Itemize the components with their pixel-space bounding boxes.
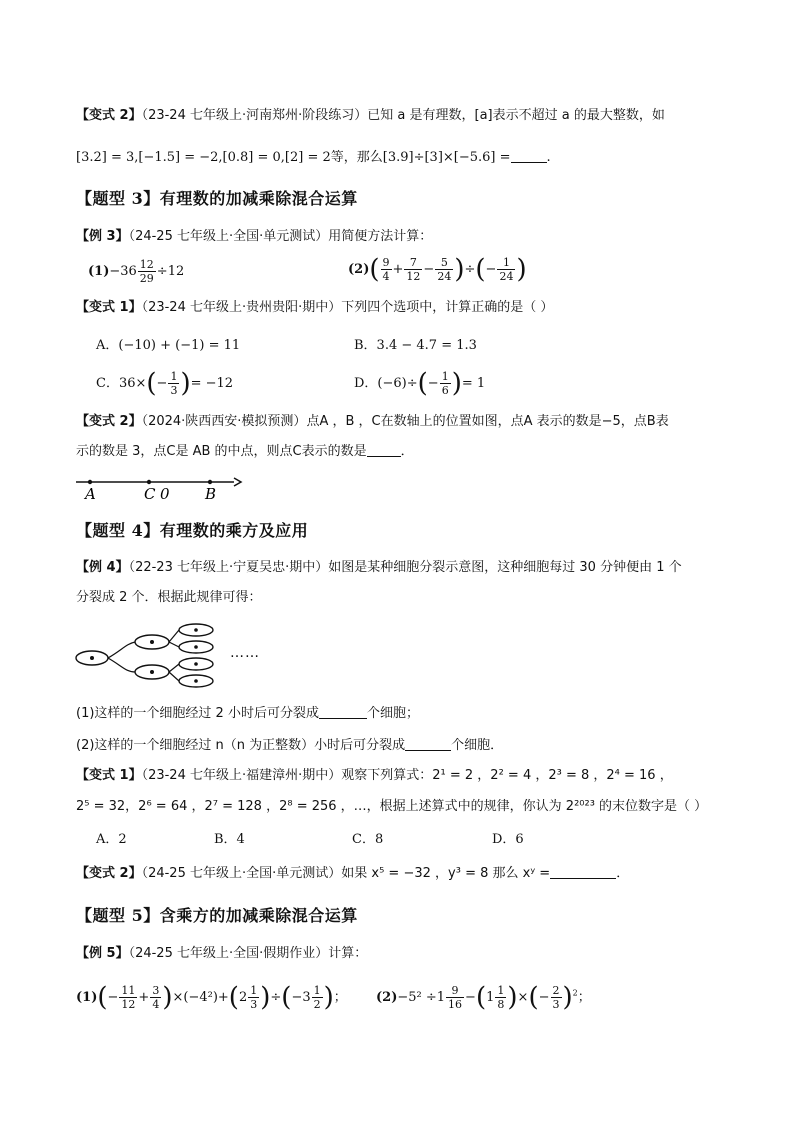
example-label: 【例 5】 (76, 946, 129, 961)
source-tag: （23-24 七年级上·河南郑州·阶段练习） (141, 108, 368, 123)
variant-label: 【变式 1】 (76, 300, 142, 315)
option-text: D．(−6)÷ (354, 376, 418, 391)
example-5-q1: (1)(− $\frac{11}{12}$ + $\frac{3}{4}$ )×(−4²)+(2 $\frac{1}{3}$ )÷(−3 $\frac{1}{2}$ )； (76, 982, 347, 1013)
section-heading-3: 【题型 3】有理数的加减乘除混合运算 (76, 189, 358, 208)
source-tag: （24-25 七年级上·全国·单元测试） (141, 866, 342, 881)
example-4-line2: 分裂成 2 个．根据此规律可得： (76, 590, 262, 605)
question-text: (2)这样的一个细胞经过 n（n 为正整数）小时后可分裂成 (76, 738, 406, 753)
option-text: = 1 (461, 376, 486, 391)
q-number: (2) (376, 990, 398, 1005)
example-4-intro (76, 558, 682, 578)
source-tag: （23-24 七年级上·贵州贵阳·期中） (141, 300, 342, 315)
floor-examples-line (76, 148, 551, 168)
answer-blank[interactable] (367, 442, 401, 457)
fraction: $\frac{1}{3}$ (170, 370, 178, 397)
label-c: C (144, 485, 156, 503)
variant-3-2-intro (76, 412, 669, 432)
fraction: $\frac{2}{3}$ (552, 984, 560, 1011)
example-label: 【例 4】 (76, 560, 129, 575)
number-line-figure (74, 470, 244, 504)
fraction: $\frac{7}{12}$ (406, 256, 421, 283)
question-text: 如果 x⁵ = −32 ，y³ = 8 那么 xʸ = (341, 866, 551, 881)
label-a: A (85, 485, 96, 503)
answer-blank[interactable] (550, 864, 616, 879)
option-b[interactable]: B．3.4 − 4.7 = 1.3 (354, 338, 477, 353)
example-3-q2: (2)( $\frac{9}{4}$ + $\frac{7}{12}$ − $\frac{5}{24}$ )÷(− $\frac{1}{24}$ ) (348, 254, 527, 285)
variant-3-1-intro (76, 298, 553, 318)
fraction: $\frac{1}{8}$ (497, 984, 505, 1011)
question-text: 个细胞． (451, 738, 504, 753)
source-tag: （24-25 七年级上·全国·假期作业） (128, 946, 329, 961)
variant-4-1-line2: 2⁵ = 32，2⁶ = 64 ，2⁷ = 128 ，2⁸ = 256 ，…，根据上述算式中的规律，你认为 2²⁰²³ 的末位数字是（ ） (76, 799, 708, 814)
question-text: 个细胞； (366, 706, 419, 721)
example-3-intro (76, 227, 432, 247)
option-text: = −12 (190, 376, 234, 391)
split-line (169, 642, 179, 647)
q-number: (1) (88, 264, 110, 279)
section-heading-4: 【题型 4】有理数的乘方及应用 (76, 521, 309, 540)
example-4-q1 (76, 704, 419, 724)
question-text: 下列四个选项中，计算正确的是（ ） (341, 300, 554, 315)
variant-label: 【变式 1】 (76, 768, 142, 783)
variant-2-intro (76, 106, 665, 126)
question-text: (1)这样的一个细胞经过 2 小时后可分裂成 (76, 706, 319, 721)
period: ． (616, 866, 630, 881)
split-line (169, 630, 179, 642)
option-a[interactable]: A．2 (96, 832, 127, 847)
example-label: 【例 3】 (76, 229, 129, 244)
example-5-q2: (2)−5² ÷1 $\frac{9}{16}$ −(1 $\frac{1}{8}$ )×(− $\frac{2}{3}$ )$^2$； (376, 982, 591, 1013)
fraction: $\frac{1}{6}$ (441, 370, 449, 397)
question-text: 用简便方法计算： (328, 229, 433, 244)
period: . (546, 150, 551, 165)
section-heading-5: 【题型 5】含乘方的加减乘除混合运算 (76, 906, 358, 925)
split-line (169, 664, 179, 672)
expr-part: ÷12 (156, 264, 185, 279)
variant-4-2 (76, 864, 629, 884)
variant-label: 【变式 2】 (76, 866, 142, 881)
option-b[interactable]: B．4 (214, 832, 245, 847)
variant-label: 【变式 2】 (76, 414, 142, 429)
split-line (108, 642, 135, 658)
example-5-intro (76, 944, 367, 964)
source-tag: （23-24 七年级上·福建漳州·期中） (141, 768, 342, 783)
source-tag: （2024·陕西西安·模拟预测） (141, 414, 307, 429)
exponent: 2 (572, 988, 578, 998)
variant-3-2-line2 (76, 442, 414, 462)
fraction: $\frac{1}{3}$ (250, 984, 258, 1011)
label-zero: 0 (160, 485, 170, 503)
fraction: $\frac{5}{24}$ (437, 256, 452, 283)
question-text: 点A ，B ，C在数轴上的位置如图，点A 表示的数是−5，点B表 (306, 414, 669, 429)
example-4-q2 (76, 736, 503, 756)
variant-label: 【变式 2】 (76, 108, 142, 123)
ellipsis: …… (230, 645, 260, 661)
answer-blank[interactable] (511, 148, 547, 163)
variant-4-1-intro (76, 766, 673, 786)
question-text: 已知 a 是有理数，[a]表示不超过 a 的最大整数，如 (367, 108, 665, 123)
q-number: (1) (76, 990, 98, 1005)
label-b: B (205, 485, 217, 503)
example-3-q1 (88, 258, 184, 285)
fraction: $\frac{11}{12}$ (121, 984, 136, 1011)
option-d[interactable]: D．6 (492, 832, 524, 847)
question-text: 计算： (328, 946, 368, 961)
option-text: C．36× (96, 376, 147, 391)
answer-blank[interactable] (405, 736, 451, 751)
fraction: $\frac{1}{2}$ (313, 984, 321, 1011)
axis-arrow-icon (234, 478, 241, 486)
point-c (147, 480, 151, 484)
question-text: 观察下列算式：2¹ = 2 ，2² = 4 ，2³ = 8 ，2⁴ = 16 ， (341, 768, 673, 783)
split-line (169, 672, 179, 681)
fraction: $\frac{1}{24}$ (499, 256, 514, 283)
question-text: 示的数是 3，点C是 AB 的中点，则点C表示的数是 (76, 444, 367, 459)
expr-part: −36 (109, 264, 137, 279)
point-a (88, 480, 92, 484)
period: ． (400, 444, 414, 459)
fraction: $\frac{9}{4}$ (382, 256, 390, 283)
q-number: (2) (348, 262, 370, 277)
option-c[interactable]: C．36×(− $\frac{1}{3}$ )= −12 (96, 368, 234, 399)
source-tag: （24-25 七年级上·全国·单元测试） (128, 229, 329, 244)
option-a[interactable]: A．(−10) + (−1) = 11 (96, 338, 241, 353)
point-b (208, 480, 212, 484)
fraction: $\frac{9}{16}$ (448, 984, 463, 1011)
cell-division-figure (74, 620, 224, 692)
floor-examples: [3.2] = 3,[−1.5] = −2,[0.8] = 0,[2] = 2等，那么[3.9]÷[3]×[−5.6] = (76, 150, 511, 165)
split-line (108, 658, 135, 672)
question-text: 如图是某种细胞分裂示意图，这种细胞每过 30 分钟便由 1 个 (328, 560, 682, 575)
answer-blank[interactable] (319, 704, 367, 719)
fraction: $\frac{12}{29}$ (139, 258, 154, 285)
fraction: $\frac{3}{4}$ (152, 984, 160, 1011)
option-c[interactable]: C．8 (352, 832, 384, 847)
source-tag: （22-23 七年级上·宁夏吴忠·期中） (128, 560, 329, 575)
option-d[interactable]: D．(−6)÷(− $\frac{1}{6}$ )= 1 (354, 368, 486, 399)
expr-part: −5² ÷1 (397, 990, 446, 1005)
expr-part: ×(−4²)+ (172, 990, 229, 1005)
